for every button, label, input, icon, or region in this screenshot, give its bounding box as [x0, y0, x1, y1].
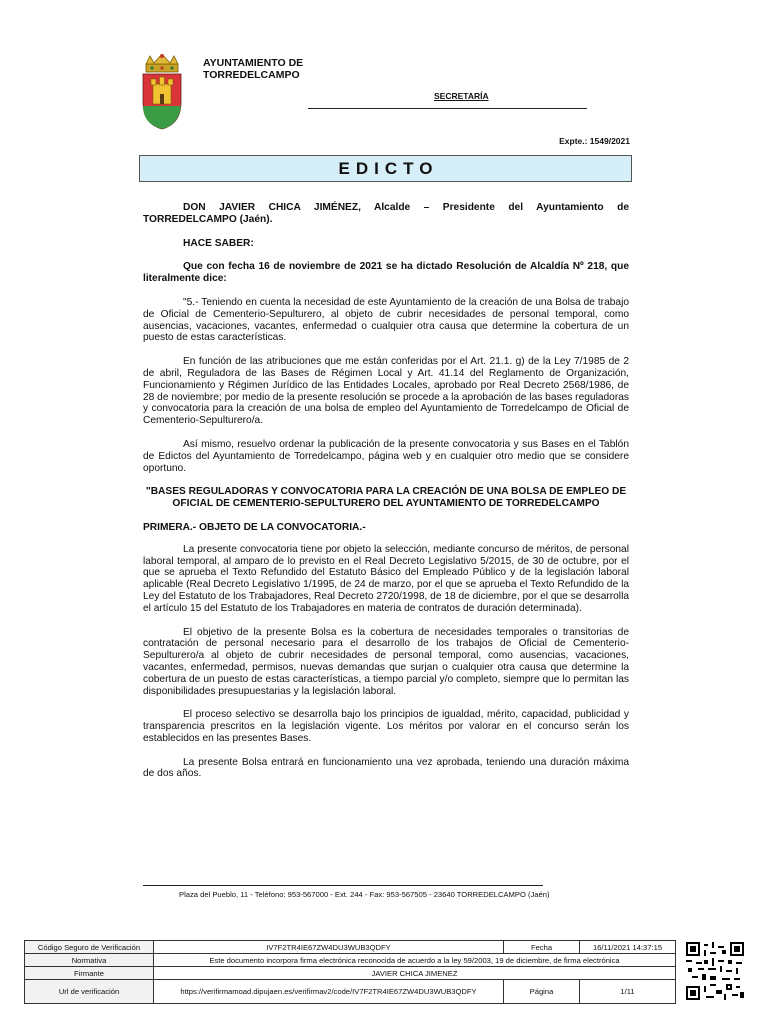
- paragraph-body: Así mismo, resuelvo ordenar la publicación de la presente convocatoria y sus Bases en el Tablón de Edictos del Ayuntamiento de Torredelcampo, página web y en cualquier otro medio que se considere oportuno.: [143, 438, 629, 474]
- footer-address: Plaza del Pueblo, 11 - Teléfono: 953-567000 - Ext. 244 - Fax: 953-567505 - 23640 TORREDELCAMPO (Jaén): [179, 890, 550, 899]
- paragraph-hace-saber: HACE SABER:: [183, 237, 254, 249]
- paragraph-body: La presente convocatoria tiene por objeto la selección, mediante concurso de méritos, de personal laboral temporal, al amparo de lo previsto en el Real Decreto Legislativo 5/2015, de 30 de octubre, por el que se aprueba el Texto Refundido del Estatuto Básico del Empleado Público y de la legislación laboral aplicable (Real Decreto Legislativo 1/1995, de 24 de marzo, por el que se aprueba el Texto Refundido de la Ley del Estatuto de los Trabajadores, Real Decreto 2720/1998, de 18 de diciembre, por el que se desarrolla el artículo 15 del Estatuto de los Trabajadores en materia de contratos de duración determinada).: [143, 543, 629, 614]
- table-row: [25, 980, 676, 1004]
- date-label: Fecha: [504, 941, 580, 954]
- signer-value: JAVIER CHICA JIMENEZ: [154, 967, 676, 980]
- signature-table: [24, 940, 676, 1004]
- paragraph-body: En función de las atribuciones que me están conferidas por el Art. 21.1. g) de la Ley 7/1985 de 2 de abril, Reguladora de las Bases de Régimen Local y Art. 41.14 del Reglamento de Organización, Funcionamiento y Régimen Jurídico de las Entidades Locales, aprobado por Real Decreto 2568/1986, de 28 de noviembre; por medio de la presente resolución se procede a la aprobación de las bases reguladoras y convocatoria para la creación de una bolsa de empleo del Ayuntamiento de Torredelcampo de Oficial de Cementerio-Sepulturero/a.: [143, 356, 629, 427]
- paragraph-resolution: Que con fecha 16 de noviembre de 2021 se ha dictado Resolución de Alcaldía Nº 218, que literalmente dice:: [143, 261, 629, 285]
- file-number: Expte.: 1549/2021: [559, 136, 630, 146]
- organization-name-line1: AYUNTAMIENTO DE: [203, 57, 304, 69]
- paragraph-body: "5.- Teniendo en cuenta la necesidad de este Ayuntamiento de la creación de una Bolsa de trabajo de Oficial de Cementerio-Sepulturero, al objeto de cubrir necesidades de personal temporal, como ausencias, vacaciones, vacantes, enfermedad o cualquier otra causa que determine la cobertura de un puesto de estas características.: [143, 296, 629, 344]
- paragraph-body: La presente Bolsa entrará en funcionamiento una vez aprobada, teniendo una duración máxima de dos años.: [143, 756, 629, 780]
- date-value: 16/11/2021 14:37:15: [580, 941, 676, 954]
- normativa-value: Este documento incorpora firma electrónica reconocida de acuerdo a la ley 59/2003, 19 de diciembre, de firma electrónica: [154, 954, 676, 967]
- document-title-box: [139, 155, 632, 182]
- document-title: EDICTO: [338, 158, 439, 178]
- csv-value: IV7F2TR4IE67ZW4DU3WUB3QDFY: [154, 941, 504, 954]
- document-body: [143, 202, 629, 792]
- table-row: [25, 954, 676, 967]
- section-title: "BASES REGULADORAS Y CONVOCATORIA PARA LA CREACIÓN DE UNA BOLSA DE EMPLEO DE OFICIAL DE CEMENTERIO-SEPULTURERO DEL AYUNTAMIENTO DE TORREDELCAMPO: [145, 486, 627, 510]
- url-label: Url de verificación: [25, 980, 154, 1004]
- organization-name: [203, 57, 303, 81]
- paragraph-intro: DON JAVIER CHICA JIMÉNEZ, Alcalde – Presidente del Ayuntamiento de TORREDELCAMPO (Jaén).: [143, 202, 629, 225]
- coat-of-arms-icon: [140, 54, 184, 130]
- page-value: 1/11: [580, 980, 676, 1004]
- csv-label: Código Seguro de Verificación: [25, 941, 154, 954]
- table-row: [25, 941, 676, 954]
- paragraph-body: El objetivo de la presente Bolsa es la cobertura de necesidades temporales o transitorias de contratación de personal necesario para el desarrollo de los trabajos de Oficial de Cementerio-Sepulturero/a al objeto de cubrir necesidades de personal temporal, como ausencias, vacaciones, vacantes, enfermedad, permisos, nuevas demandas que surjan o cualquier otra causa que determine la cobertura de un puesto de estas características, a tiempo parcial y/o completo, siempre que lo permitan las disponibilidades presupuestarias y la legislación laboral.: [143, 626, 629, 697]
- page-label: Página: [504, 980, 580, 1004]
- qr-code-icon: [686, 942, 744, 1000]
- normativa-label: Normativa: [25, 954, 154, 967]
- table-row: [25, 967, 676, 980]
- section-heading: PRIMERA.- OBJETO DE LA CONVOCATORIA.-: [143, 521, 366, 533]
- organization-name-line2: TORREDELCAMPO: [203, 69, 300, 81]
- divider: [308, 108, 587, 109]
- signer-label: Firmante: [25, 967, 154, 980]
- verification-url[interactable]: https://verifirmamoad.dipujaen.es/verifirmav2/code/IV7F2TR4IE67ZW4DU3WUB3QDFY: [154, 980, 504, 1004]
- footer-divider: [143, 885, 543, 886]
- paragraph-body: El proceso selectivo se desarrolla bajo los principios de igualdad, mérito, capacidad, publicidad y transparencia prescritos en la legislación vigente. Los méritos por valorar en el concurso serán los establecidos en las presentes Bases.: [143, 709, 629, 744]
- department-label: SECRETARÍA: [434, 91, 489, 101]
